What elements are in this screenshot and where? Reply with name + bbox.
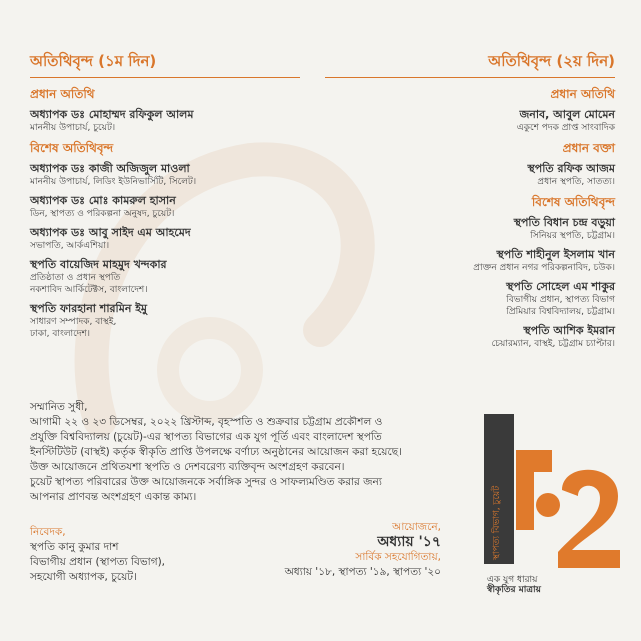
logo-vertical-text: স্থাপত্য বিভাগ, চুয়েট — [492, 485, 502, 560]
guest-entry — [30, 302, 300, 340]
guest-entry — [30, 162, 300, 188]
day2-special-label: বিশেষ অতিথিবৃন্দ — [531, 195, 615, 209]
letter-line: উক্ত আয়োজনে প্রথিতযশা স্থপতি ও দেশবরেণ্য ব্যক্তিবৃন্দ অংশগ্রহণ করবেন। — [30, 461, 345, 473]
guest-entry — [325, 216, 615, 242]
logo-digit-two — [558, 470, 620, 568]
guest-entry — [30, 226, 300, 252]
day1-guests-column — [30, 50, 300, 346]
day2-title-rule — [325, 77, 615, 78]
guest-entry — [325, 324, 615, 350]
support-label: সার্বিক সহযোগিতায়, — [355, 551, 441, 563]
guest-desc: প্রধান স্থপতি, সাতত্য। — [537, 177, 615, 187]
guest-entry — [30, 108, 300, 134]
day2-guests-column — [325, 50, 615, 356]
guest-name: স্থপতি শাহীনুল ইসলাম খান — [496, 248, 615, 261]
letter-salutation: সম্মানিত সুধী, — [30, 401, 88, 413]
guest-name: অধ্যাপক ডঃ আবু সাইদ এম আহমেদ — [30, 226, 191, 239]
organizer-block — [201, 520, 441, 580]
letter-line: ইনস্টিটিউট (বাস্থই) কর্তৃক স্বীকৃতি প্রাপ্তি উপলক্ষে বর্ণাঢ্য অনুষ্ঠানের আয়োজন করা হয়েছে। — [30, 446, 402, 458]
day1-title: অতিথিবৃন্দ (১ম দিন) — [30, 52, 157, 70]
guest-desc: নকশাবিদ আর্কিটেক্টস, বাংলাদেশ। — [30, 285, 148, 295]
guest-name: স্থপতি ফারহানা শারমিন ইমু — [30, 302, 148, 315]
day2-speaker-label: প্রধান বক্তা — [562, 141, 615, 155]
guest-name: অধ্যাপক ডঃ মোহাম্মদ রফিকুল আলম — [30, 108, 194, 121]
guest-name: স্থপতি সোহেল এম শাকুর — [506, 280, 615, 293]
day2-chief-label: প্রধান অতিথি — [550, 87, 615, 101]
guest-desc: ডিন, স্থাপত্য ও পরিকল্পনা অনুষদ, চুয়েট। — [30, 209, 175, 219]
guest-entry — [325, 108, 615, 134]
guest-entry — [325, 280, 615, 318]
day2-title: অতিথিবৃন্দ (২য় দিন) — [488, 52, 615, 70]
signoff-affiliation: সহযোগী অধ্যাপক, চুয়েট। — [30, 571, 137, 583]
guest-desc: সিনিয়র স্থপতি, চট্টগ্রাম। — [530, 231, 615, 241]
guest-name: স্থপতি আশিক ইমরান — [523, 324, 615, 337]
day1-chief-label: প্রধান অতিথি — [30, 87, 95, 101]
guest-entry — [325, 162, 615, 188]
guest-desc: মাননীয় উপাচার্য, লিডিং ইউনিভার্সিটি, সিলেট। — [30, 177, 197, 187]
logo-digit-one — [516, 450, 552, 530]
tagline-line-2: স্বীকৃতির মাত্রায় — [487, 585, 541, 595]
guest-desc: সাধারণ সম্পাদক, বাস্থই, — [30, 317, 117, 327]
organizer-label: আয়োজনে, — [392, 521, 441, 533]
logo-dot — [536, 493, 560, 517]
guest-name: স্থপতি বিধান চন্দ্র বড়ুয়া — [513, 216, 615, 229]
letter-line: আগামী ২২ ও ২৩ ডিসেম্বর, ২০২২ খ্রিস্টাব্দ, বৃহস্পতি ও শুক্রবার চট্টগ্রাম প্রকৌশল ও — [30, 416, 383, 428]
logo-tagline — [487, 575, 627, 595]
guest-desc: একুশে পদক প্রাপ্ত সাংবাদিক — [516, 123, 615, 133]
guest-name: জনাব, আবুল মোমেন — [519, 108, 615, 121]
guest-desc: প্রতিষ্ঠাতা ও প্রধান স্থপতি — [30, 273, 121, 283]
day1-title-rule — [30, 77, 300, 78]
guest-name: স্থপতি রফিক আজম — [527, 162, 615, 175]
guest-desc: প্রাক্তন প্রধান নগর পরিকল্পনাবিদ, চউক। — [473, 263, 615, 273]
signoff-label: নিবেদক, — [30, 526, 66, 538]
guest-name: অধ্যাপক ডঃ মোঃ কামরুল হাসান — [30, 194, 176, 207]
organizer-name: অধ্যায় '১৭ — [377, 534, 441, 550]
tagline-line-1: এক যুগ ধারায় — [487, 575, 538, 585]
support-names: অধ্যায় '১৮, স্থাপত্য '১৯, স্থাপত্য '২০ — [284, 566, 441, 578]
guest-desc: বিভাগীয় প্রধান, স্থাপত্য বিভাগ — [506, 295, 615, 305]
guest-desc: চেয়ারম্যান, বাস্থই, চট্টগ্রাম চ্যাপ্টার। — [491, 339, 615, 349]
guest-name: অধ্যাপক ডঃ কাজী অজিজুল মাওলা — [30, 162, 190, 175]
letter-line: চুয়েট স্থাপত্য পরিবারের উক্ত আয়োজনকে সর্বাঙ্গিক সুন্দর ও সাফল্যমণ্ডিত করার জন্য — [30, 476, 382, 488]
letter-line: প্রযুক্তি বিশ্ববিদ্যালয় (চুয়েট)-এর স্থাপত্য বিভাগের এক যুগ পূর্তি এবং বাংলাদেশ স্থপতি — [30, 431, 382, 443]
guest-name: স্থপতি বায়েজিদ মাহমুদ খন্দকার — [30, 258, 167, 271]
day1-special-label: বিশেষ অতিথিবৃন্দ — [30, 141, 114, 155]
guest-entry — [30, 194, 300, 220]
signoff-name: স্থপতি কানু কুমার দাশ — [30, 541, 119, 553]
signoff-title: বিভাগীয় প্রধান (স্থাপত্য বিভাগ), — [30, 556, 166, 568]
invitation-letter — [30, 400, 460, 505]
guest-entry — [30, 258, 300, 296]
guest-entry — [325, 248, 615, 274]
guest-desc: সভাপতি, আর্কএশিয়া। — [30, 241, 110, 251]
guest-desc: প্রিমিয়ার বিশ্ববিদ্যালয়, চট্টগ্রাম। — [506, 307, 615, 317]
guest-desc: মাননীয় উপাচার্য, চুয়েট। — [30, 123, 116, 133]
guest-desc: ঢাকা, বাংলাদেশ। — [30, 329, 91, 339]
letter-line: আপনার প্রাণবন্ত অংশগ্রহণ একান্ত কাম্য। — [30, 491, 197, 503]
